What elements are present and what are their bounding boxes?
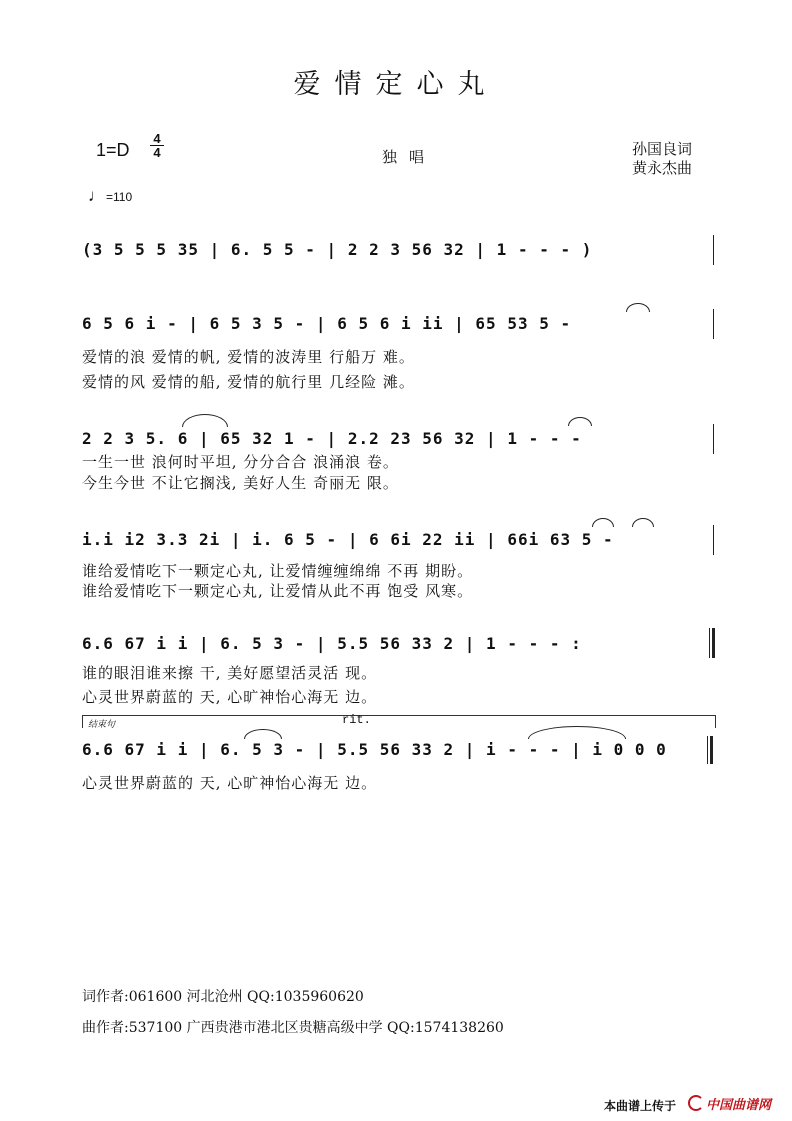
system-end-barline [713,424,714,454]
line5-lyric: 心灵世界蔚蓝的 天, 心旷神怡心海无 边。 [82,774,378,792]
time-signature-bottom: 4 [150,145,164,159]
key-signature: 1=D [96,140,130,160]
line1-notes: 6 5 6 i - | 6 5 3 5 - | 6 5 6 i ii | 65 53 5 - [82,314,572,333]
slur [182,414,228,427]
system-end-barline [713,309,714,339]
repeat-barline-thin [709,628,710,658]
line4-lyric-verse2: 心灵世界蔚蓝的 天, 心旷神怡心海无 边。 [82,688,378,706]
line2-notes: 2 2 3 5. 6 | 65 32 1 - | 2.2 23 56 32 | 1 - - - [82,429,582,448]
slur [568,417,592,426]
ritardando-marking: rit. [342,713,371,727]
system-end-barline [713,525,714,555]
time-signature [150,132,164,159]
coda-bracket [82,715,716,728]
lyricist-info: 词作者:061600 河北沧州 QQ:1035960620 [82,989,364,1005]
time-signature-top: 4 [153,131,161,146]
line3-notes: i.i i2 3.3 2i | i. 6 5 - | 6 6i 22 ii | 66i 63 5 - [82,530,614,549]
line4-lyric-verse1: 谁的眼泪谁来擦 干, 美好愿望活灵活 现。 [82,664,378,682]
site-logo-text: 中国曲谱网 [706,1097,772,1112]
site-logo-icon [688,1095,704,1111]
slur [626,303,650,312]
site-logo[interactable] [688,1094,771,1113]
song-title: 爱情定心丸 [293,69,499,100]
performance-form: 独唱 [382,148,437,166]
composer-credit: 黄永杰曲 [632,159,693,177]
final-barline-thick [710,736,713,764]
line4-notes: 6.6 67 i i | 6. 5 3 - | 5.5 56 33 2 | 1 - - - : [82,634,582,653]
lyricist-credit: 孙国良词 [632,140,693,158]
repeat-barline-thick [712,628,715,658]
tempo-marking [88,186,132,206]
line1-lyric-verse2: 爱情的风 爱情的船, 爱情的航行里 几经险 滩。 [82,373,415,391]
slur [632,518,654,527]
line2-lyric-verse2: 今生今世 不让它搁浅, 美好人生 奇丽无 限。 [82,474,399,492]
line3-lyric-verse2: 谁给爱情吃下一颗定心丸, 让爱情从此不再 饱受 风寒。 [82,582,474,600]
system-end-barline [713,235,714,265]
upload-notice: 本曲谱上传于 [604,1099,677,1113]
intro-notes: (3 5 5 5 35 | 6. 5 5 - | 2 2 3 56 32 | 1 - - - ) [82,240,593,259]
line1-lyric-verse1: 爱情的浪 爱情的帆, 爱情的波涛里 行船万 难。 [82,348,415,366]
line5-notes: 6.6 67 i i | 6. 5 3 - | 5.5 56 33 2 | i - - - | i 0 0 0 [82,740,667,759]
composer-info: 曲作者:537100 广西贵港市港北区贵糖高级中学 QQ:1574138260 [82,1020,504,1036]
slur [244,729,282,739]
line2-lyric-verse1: 一生一世 浪何时平坦, 分分合合 浪涌浪 卷。 [82,453,399,471]
final-barline-thin [707,736,708,764]
tempo-value: =110 [106,190,133,204]
coda-label: 结束句 [88,720,116,730]
line3-lyric-verse1: 谁给爱情吃下一颗定心丸, 让爱情缠缠绵绵 不再 期盼。 [82,562,474,580]
slur [592,518,614,527]
quarter-note-icon: ♩ [88,186,105,205]
